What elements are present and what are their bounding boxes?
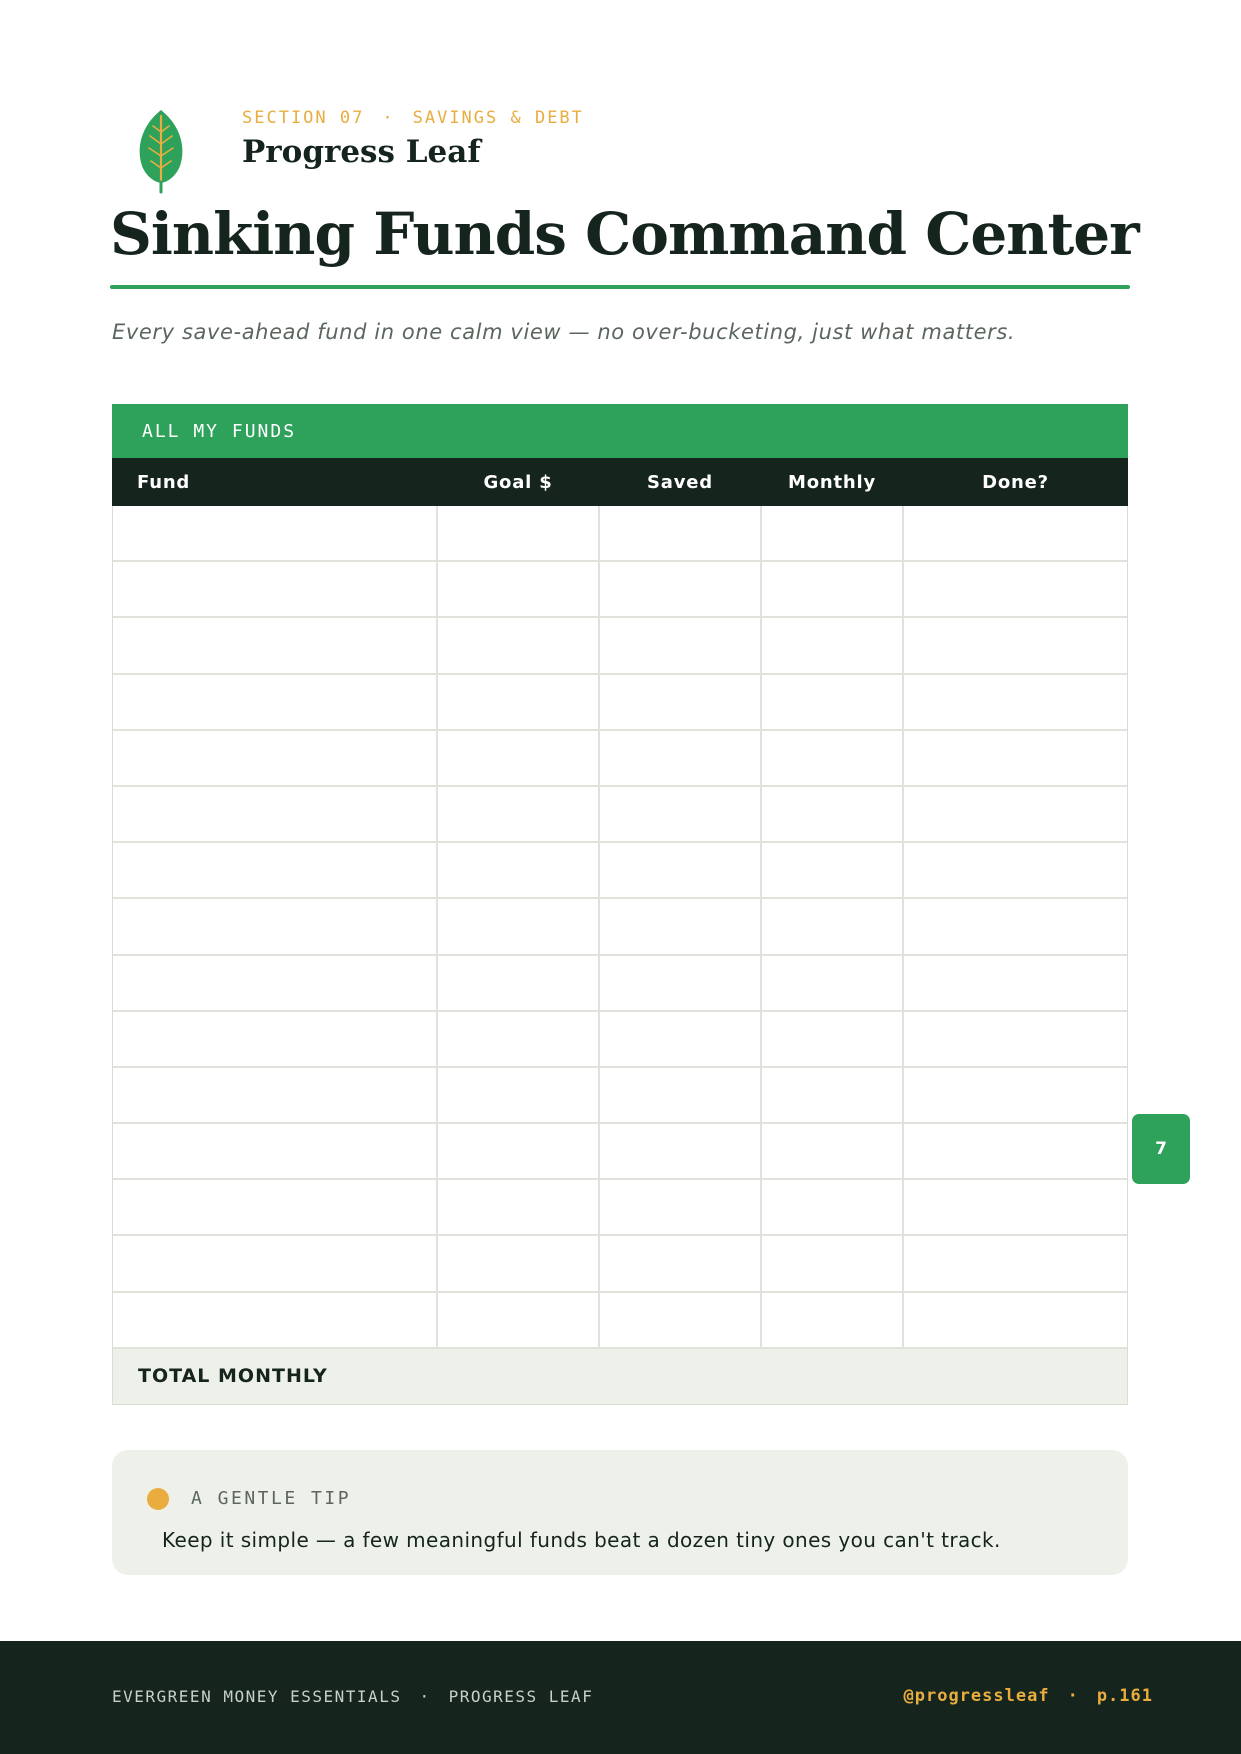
column-header-goal: Goal $ <box>483 471 553 493</box>
table-cell-saved[interactable] <box>600 1124 762 1178</box>
table-cell-saved[interactable] <box>600 1236 762 1290</box>
column-header-done: Done? <box>982 471 1049 493</box>
table-cell-done[interactable] <box>904 1068 1129 1122</box>
table-row <box>113 1068 1127 1124</box>
table-cell-monthly[interactable] <box>762 787 904 841</box>
table-cell-monthly[interactable] <box>762 731 904 785</box>
table-cell-goal[interactable] <box>438 899 600 953</box>
footer-left <box>112 1687 593 1706</box>
section-eyebrow <box>242 108 584 128</box>
table-cell-done[interactable] <box>904 618 1129 672</box>
table-cell-goal[interactable] <box>438 562 600 616</box>
table-cell-goal[interactable] <box>438 1180 600 1234</box>
table-row <box>113 1293 1127 1349</box>
leaf-icon <box>136 108 186 194</box>
table-cell-fund[interactable] <box>113 787 438 841</box>
table-cell-goal[interactable] <box>438 618 600 672</box>
table-cell-saved[interactable] <box>600 956 762 1010</box>
table-cell-monthly[interactable] <box>762 618 904 672</box>
table-cell-done[interactable] <box>904 506 1129 560</box>
table-cell-goal[interactable] <box>438 1068 600 1122</box>
footer-separator: · <box>419 1687 431 1706</box>
table-cell-monthly[interactable] <box>762 1012 904 1066</box>
table-cell-fund[interactable] <box>113 1180 438 1234</box>
page-subtitle: Every save-ahead fund in one calm view — no over-bucketing, just what matters. <box>112 320 1016 344</box>
footer <box>0 1641 1241 1754</box>
tip-dot-icon <box>147 1488 169 1510</box>
table-cell-saved[interactable] <box>600 899 762 953</box>
table-cell-monthly[interactable] <box>762 899 904 953</box>
table-cell-saved[interactable] <box>600 1012 762 1066</box>
column-header-monthly: Monthly <box>787 471 876 493</box>
table-cell-saved[interactable] <box>600 731 762 785</box>
table-cell-saved[interactable] <box>600 787 762 841</box>
table-cell-done[interactable] <box>904 1012 1129 1066</box>
funds-table <box>112 404 1128 1405</box>
table-cell-goal[interactable] <box>438 843 600 897</box>
table-cell-fund[interactable] <box>113 956 438 1010</box>
table-row <box>113 843 1127 899</box>
table-cell-done[interactable] <box>904 1124 1129 1178</box>
table-body <box>112 506 1128 1349</box>
table-row <box>113 1180 1127 1236</box>
table-cell-fund[interactable] <box>113 1068 438 1122</box>
table-row <box>113 675 1127 731</box>
table-banner: ALL MY FUNDS <box>112 404 1128 458</box>
section-number: SECTION 07 <box>242 108 365 128</box>
table-row <box>113 506 1127 562</box>
table-cell-goal[interactable] <box>438 675 600 729</box>
footer-brand: PROGRESS LEAF <box>448 1687 594 1706</box>
table-cell-goal[interactable] <box>438 1236 600 1290</box>
table-row <box>113 731 1127 787</box>
table-cell-monthly[interactable] <box>762 956 904 1010</box>
table-cell-done[interactable] <box>904 562 1129 616</box>
footer-handle: @progressleaf <box>903 1686 1050 1706</box>
table-cell-fund[interactable] <box>113 899 438 953</box>
table-cell-fund[interactable] <box>113 618 438 672</box>
table-cell-fund[interactable] <box>113 1236 438 1290</box>
table-cell-done[interactable] <box>904 899 1129 953</box>
table-cell-monthly[interactable] <box>762 562 904 616</box>
table-cell-fund[interactable] <box>113 506 438 560</box>
table-cell-goal[interactable] <box>438 1012 600 1066</box>
table-cell-done[interactable] <box>904 731 1129 785</box>
table-cell-fund[interactable] <box>113 843 438 897</box>
table-cell-fund[interactable] <box>113 1012 438 1066</box>
table-cell-done[interactable] <box>904 675 1129 729</box>
column-header-saved: Saved <box>647 471 713 493</box>
table-cell-goal[interactable] <box>438 1124 600 1178</box>
title-divider <box>110 285 1130 289</box>
separator: · <box>382 108 395 128</box>
table-cell-fund[interactable] <box>113 562 438 616</box>
column-header-fund: Fund <box>137 471 191 493</box>
table-cell-done[interactable] <box>904 843 1129 897</box>
table-cell-goal[interactable] <box>438 956 600 1010</box>
section-category: SAVINGS & DEBT <box>412 108 584 128</box>
brand-name: Progress Leaf <box>242 134 481 170</box>
table-cell-done[interactable] <box>904 787 1129 841</box>
table-cell-saved[interactable] <box>600 1068 762 1122</box>
table-row <box>113 787 1127 843</box>
table-row <box>113 956 1127 1012</box>
table-cell-saved[interactable] <box>600 675 762 729</box>
table-cell-saved[interactable] <box>600 506 762 560</box>
footer-right <box>904 1686 1154 1706</box>
table-cell-done[interactable] <box>904 1236 1129 1290</box>
table-cell-saved[interactable] <box>600 618 762 672</box>
total-monthly-row: TOTAL MONTHLY <box>112 1349 1128 1405</box>
table-row <box>113 1236 1127 1292</box>
table-cell-saved[interactable] <box>600 1180 762 1234</box>
table-cell-goal[interactable] <box>438 731 600 785</box>
table-row <box>113 618 1127 674</box>
tip-text: Keep it simple — a few meaningful funds beat a dozen tiny ones you can't track. <box>162 1528 1001 1552</box>
table-cell-fund[interactable] <box>113 675 438 729</box>
page-title: Sinking Funds Command Center <box>110 200 1139 268</box>
table-cell-monthly[interactable] <box>762 1068 904 1122</box>
table-cell-monthly[interactable] <box>762 1180 904 1234</box>
table-cell-monthly[interactable] <box>762 843 904 897</box>
table-row <box>113 1124 1127 1180</box>
table-cell-saved[interactable] <box>600 843 762 897</box>
table-cell-saved[interactable] <box>600 1293 762 1347</box>
footer-page-number: p.161 <box>1096 1686 1153 1706</box>
table-cell-goal[interactable] <box>438 787 600 841</box>
tip-box <box>112 1450 1128 1575</box>
table-row <box>113 899 1127 955</box>
table-row <box>113 1012 1127 1068</box>
table-cell-monthly[interactable] <box>762 675 904 729</box>
tip-label: A GENTLE TIP <box>191 1488 352 1509</box>
table-cell-goal[interactable] <box>438 1293 600 1347</box>
table-cell-monthly[interactable] <box>762 1293 904 1347</box>
table-cell-done[interactable] <box>904 1180 1129 1234</box>
table-cell-monthly[interactable] <box>762 1124 904 1178</box>
table-cell-monthly[interactable] <box>762 506 904 560</box>
footer-separator-right: · <box>1067 1686 1079 1706</box>
table-cell-fund[interactable] <box>113 731 438 785</box>
footer-series: EVERGREEN MONEY ESSENTIALS <box>112 1687 402 1706</box>
table-cell-monthly[interactable] <box>762 1236 904 1290</box>
table-cell-goal[interactable] <box>438 506 600 560</box>
section-tab[interactable]: 7 <box>1132 1114 1190 1184</box>
table-cell-saved[interactable] <box>600 562 762 616</box>
table-header-row <box>112 458 1128 506</box>
table-cell-fund[interactable] <box>113 1293 438 1347</box>
table-cell-done[interactable] <box>904 956 1129 1010</box>
table-row <box>113 562 1127 618</box>
table-cell-fund[interactable] <box>113 1124 438 1178</box>
table-cell-done[interactable] <box>904 1293 1129 1347</box>
